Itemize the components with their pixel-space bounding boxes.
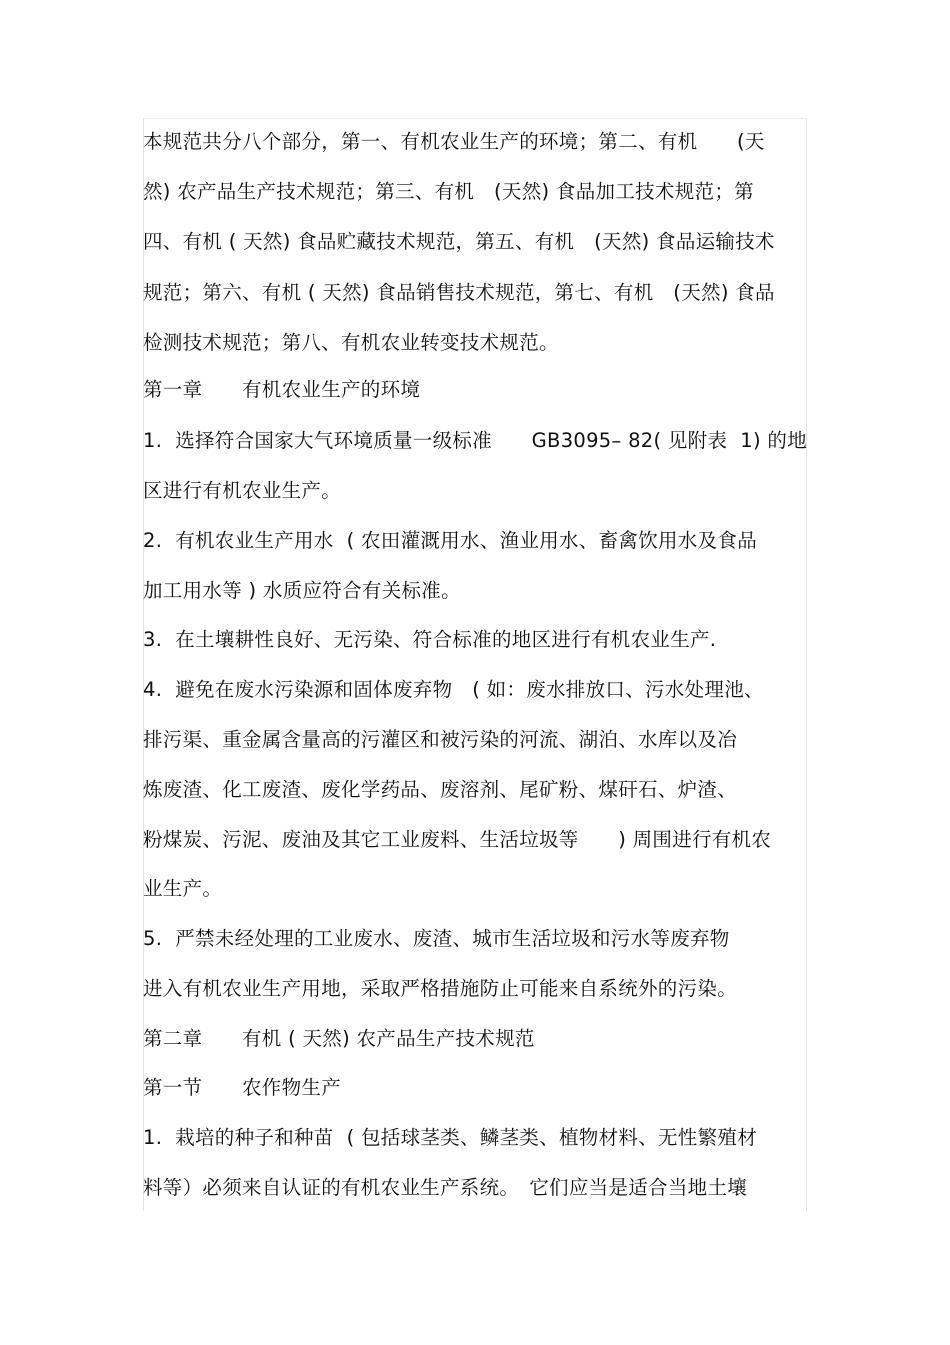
chapter-heading: 第二章 有机 ( 天然) 农产品生产技术规范 [143, 1027, 535, 1050]
text-line: 4. 避免在废水污染源和固体废弃物 ( 如：废水排放口、污水处理池、 [143, 678, 764, 701]
text-line: 四、有机 ( 天然) 食品贮藏技术规范，第五、有机 (天然) 食品运输技术 [143, 230, 775, 253]
section-heading: 第一节 农作物生产 [143, 1076, 342, 1099]
text-line: 2. 有机农业生产用水 ( 农田灌溉用水、渔业用水、畜禽饮用水及食品 [143, 529, 758, 552]
text-line: 加工用水等 ) 水质应符合有关标准。 [143, 579, 461, 602]
text-line: 检测技术规范；第八、有机农业转变技术规范。 [143, 331, 559, 354]
text-line: 3. 在土壤耕性良好、无污染、符合标准的地区进行有机农业生产. [143, 628, 717, 651]
text-line: 规范；第六、有机 ( 天然) 食品销售技术规范，第七、有机 (天然) 食品 [143, 281, 775, 304]
text-line: 粉煤炭、污泥、废油及其它工业废料、生活垃圾等 ) 周围进行有机农 [143, 828, 772, 851]
text-line: 5. 严禁未经处理的工业废水、废渣、城市生活垃圾和污水等废弃物 [143, 927, 730, 950]
text-line: 然) 农产品生产技术规范；第三、有机 (天然) 食品加工技术规范；第 [143, 180, 754, 203]
text-line: 炼废渣、化工废渣、废化学药品、废溶剂、尾矿粉、煤矸石、炉渣、 [143, 778, 738, 801]
text-line: 本规范共分八个部分，第一、有机农业生产的环境；第二、有机 (天 [143, 130, 765, 153]
chapter-heading: 第一章 有机农业生产的环境 [143, 378, 421, 401]
text-line: 业生产。 [143, 877, 223, 900]
text-line: 排污渠、重金属含量高的污灌区和被污染的河流、湖泊、水库以及冶 [143, 728, 738, 751]
text-line: 进入有机农业生产用地，采取严格措施防止可能来自系统外的污染。 [143, 977, 738, 1000]
text-line: 1. 栽培的种子和种苗 ( 包括球茎类、鳞茎类、植物材料、无性繁殖材 [143, 1126, 758, 1149]
text-line: 1. 选择符合国家大气环境质量一级标准 GB3095– 82( 见附表 1) 的地 [143, 429, 807, 452]
text-line: 区进行有机农业生产。 [143, 479, 342, 502]
text-line: 料等）必须来自认证的有机农业生产系统。 它们应当是适合当地土壤 [143, 1176, 748, 1199]
